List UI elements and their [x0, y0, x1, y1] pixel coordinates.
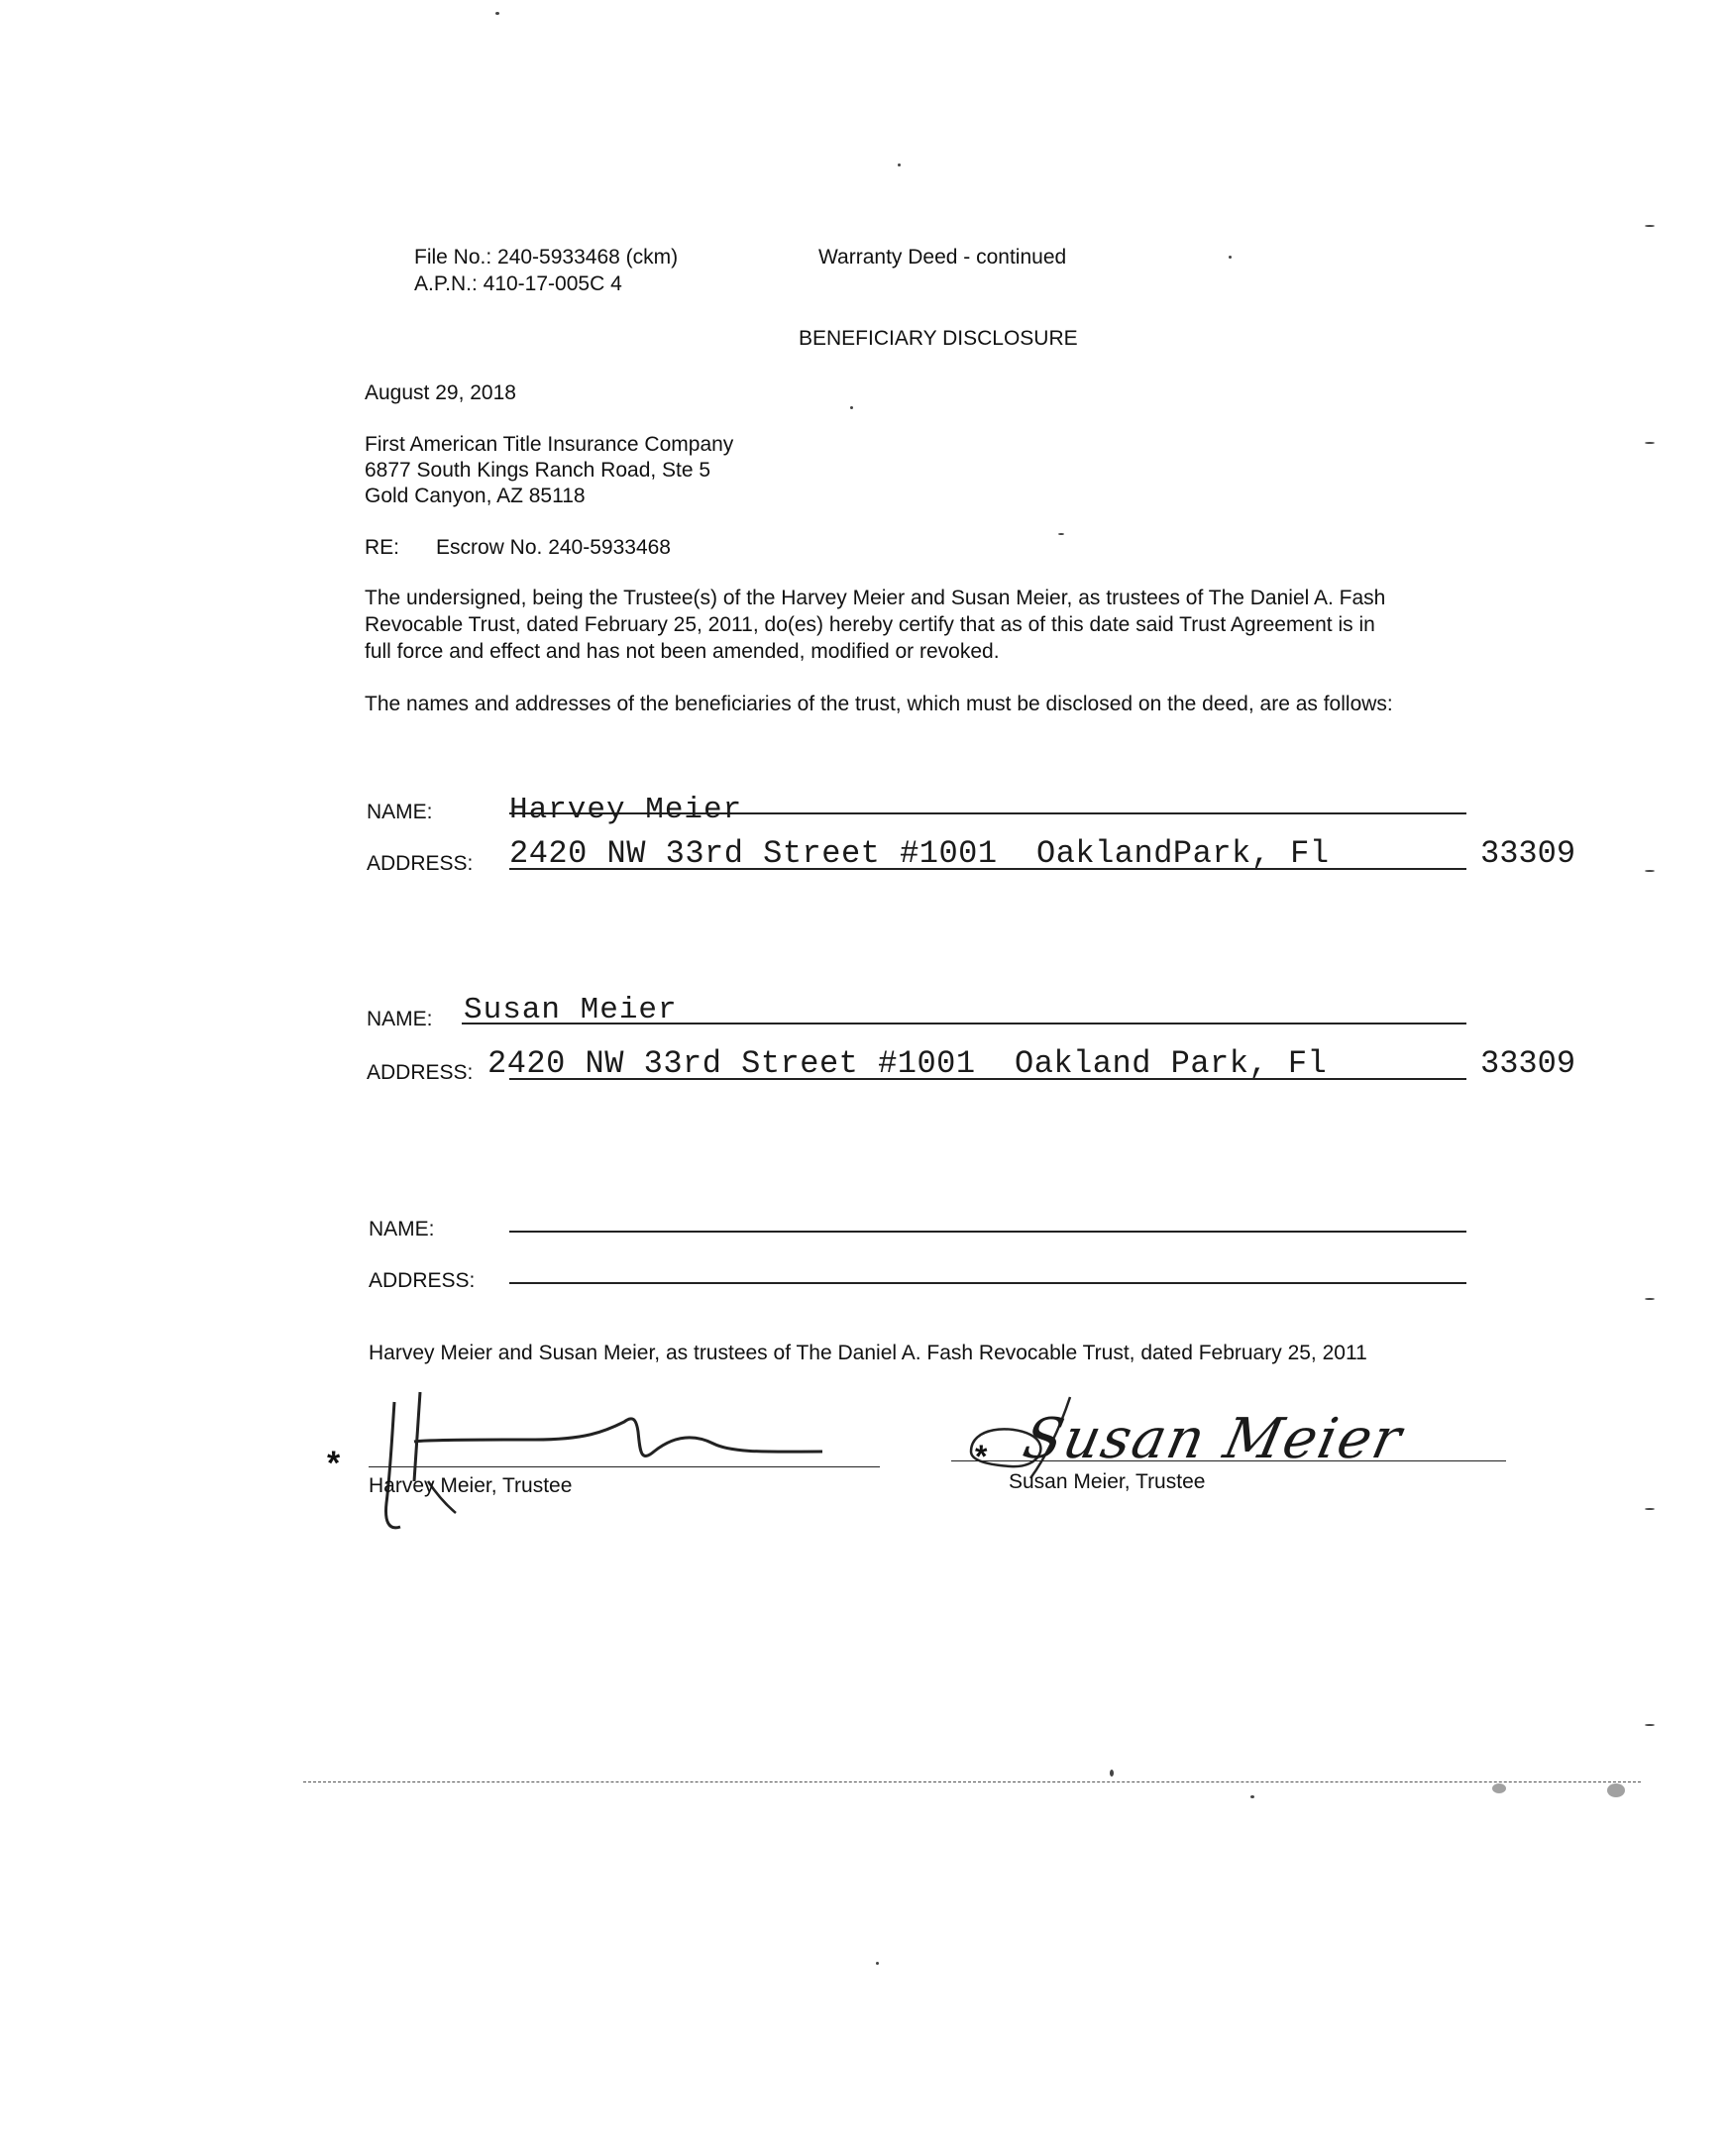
scan-speck	[1645, 1298, 1655, 1300]
scan-speck	[850, 406, 853, 409]
addressee-city: Gold Canyon, AZ 85118	[365, 485, 586, 507]
scan-speck	[1645, 1724, 1655, 1726]
signature-1-handwriting	[357, 1382, 892, 1541]
scan-speck	[898, 163, 901, 166]
scan-speck	[1250, 1795, 1254, 1798]
scan-speck	[1607, 1783, 1625, 1797]
scan-speck	[1492, 1783, 1506, 1793]
beneficiary-2-name: Susan Meier	[464, 993, 678, 1027]
beneficiary-3-name-label: NAME:	[369, 1218, 435, 1240]
beneficiary-2-zip: 33309	[1480, 1045, 1576, 1082]
beneficiary-3-address-label: ADDRESS:	[369, 1269, 476, 1292]
beneficiary-1-address-label: ADDRESS:	[367, 852, 474, 875]
file-number: File No.: 240-5933468 (ckm)	[414, 246, 679, 269]
beneficiary-1-name: Harvey Meier	[509, 793, 743, 827]
scan-speck	[495, 12, 499, 15]
certification-line-2: Revocable Trust, dated February 25, 2011, do(es) hereby certify that as of this date said Trust Agreement is in	[365, 613, 1375, 636]
signature-1-marker: *	[327, 1445, 341, 1482]
apn-number: A.P.N.: 410-17-005C 4	[414, 272, 622, 295]
beneficiary-2-address-label: ADDRESS:	[367, 1061, 474, 1084]
document-type: Warranty Deed - continued	[818, 246, 1067, 269]
scan-speck	[1058, 533, 1064, 535]
scan-speck	[876, 1962, 879, 1965]
addressee-street: 6877 South Kings Ranch Road, Ste 5	[365, 459, 711, 482]
scan-speck	[1229, 256, 1232, 259]
signature-1-caption: Harvey Meier, Trustee	[369, 1474, 573, 1497]
beneficiary-1-name-label: NAME:	[367, 801, 433, 823]
escrow-number: Escrow No. 240-5933468	[436, 536, 671, 559]
scan-speck	[1645, 442, 1655, 444]
beneficiary-2-address: 2420 NW 33rd Street #1001 Oakland Park, Fl	[487, 1045, 1328, 1082]
addressee-company: First American Title Insurance Company	[365, 433, 734, 456]
beneficiary-2-name-label: NAME:	[367, 1008, 433, 1030]
beneficiaries-intro: The names and addresses of the beneficiaries of the trust, which must be disclosed on the deed, are as follows:	[365, 693, 1393, 715]
certification-line-3: full force and effect and has not been amended, modified or revoked.	[365, 640, 1000, 663]
letter-date: August 29, 2018	[365, 381, 516, 404]
scan-speck	[1645, 225, 1655, 227]
scan-speck	[1110, 1770, 1114, 1777]
scan-speck	[1645, 1508, 1655, 1510]
page-title: BENEFICIARY DISCLOSURE	[799, 327, 1078, 350]
scan-artifact-line	[303, 1781, 1641, 1782]
signature-2-marker: *	[975, 1439, 988, 1474]
beneficiary-3-address-line	[509, 1282, 1466, 1284]
trustees-statement: Harvey Meier and Susan Meier, as trustees of The Daniel A. Fash Revocable Trust, dated February 25, 2011	[369, 1342, 1367, 1364]
beneficiary-1-address: 2420 NW 33rd Street #1001 OaklandPark, Fl	[509, 835, 1330, 872]
beneficiary-1-zip: 33309	[1480, 835, 1576, 872]
signature-2-handwriting: Susan Meier	[1018, 1407, 1409, 1471]
signature-2-caption: Susan Meier, Trustee	[1009, 1470, 1206, 1493]
scan-speck	[1645, 870, 1655, 872]
re-label: RE:	[365, 536, 400, 559]
certification-line-1: The undersigned, being the Trustee(s) of the Harvey Meier and Susan Meier, as trustees of The Daniel A. Fash	[365, 587, 1386, 609]
beneficiary-3-name-line	[509, 1231, 1466, 1233]
